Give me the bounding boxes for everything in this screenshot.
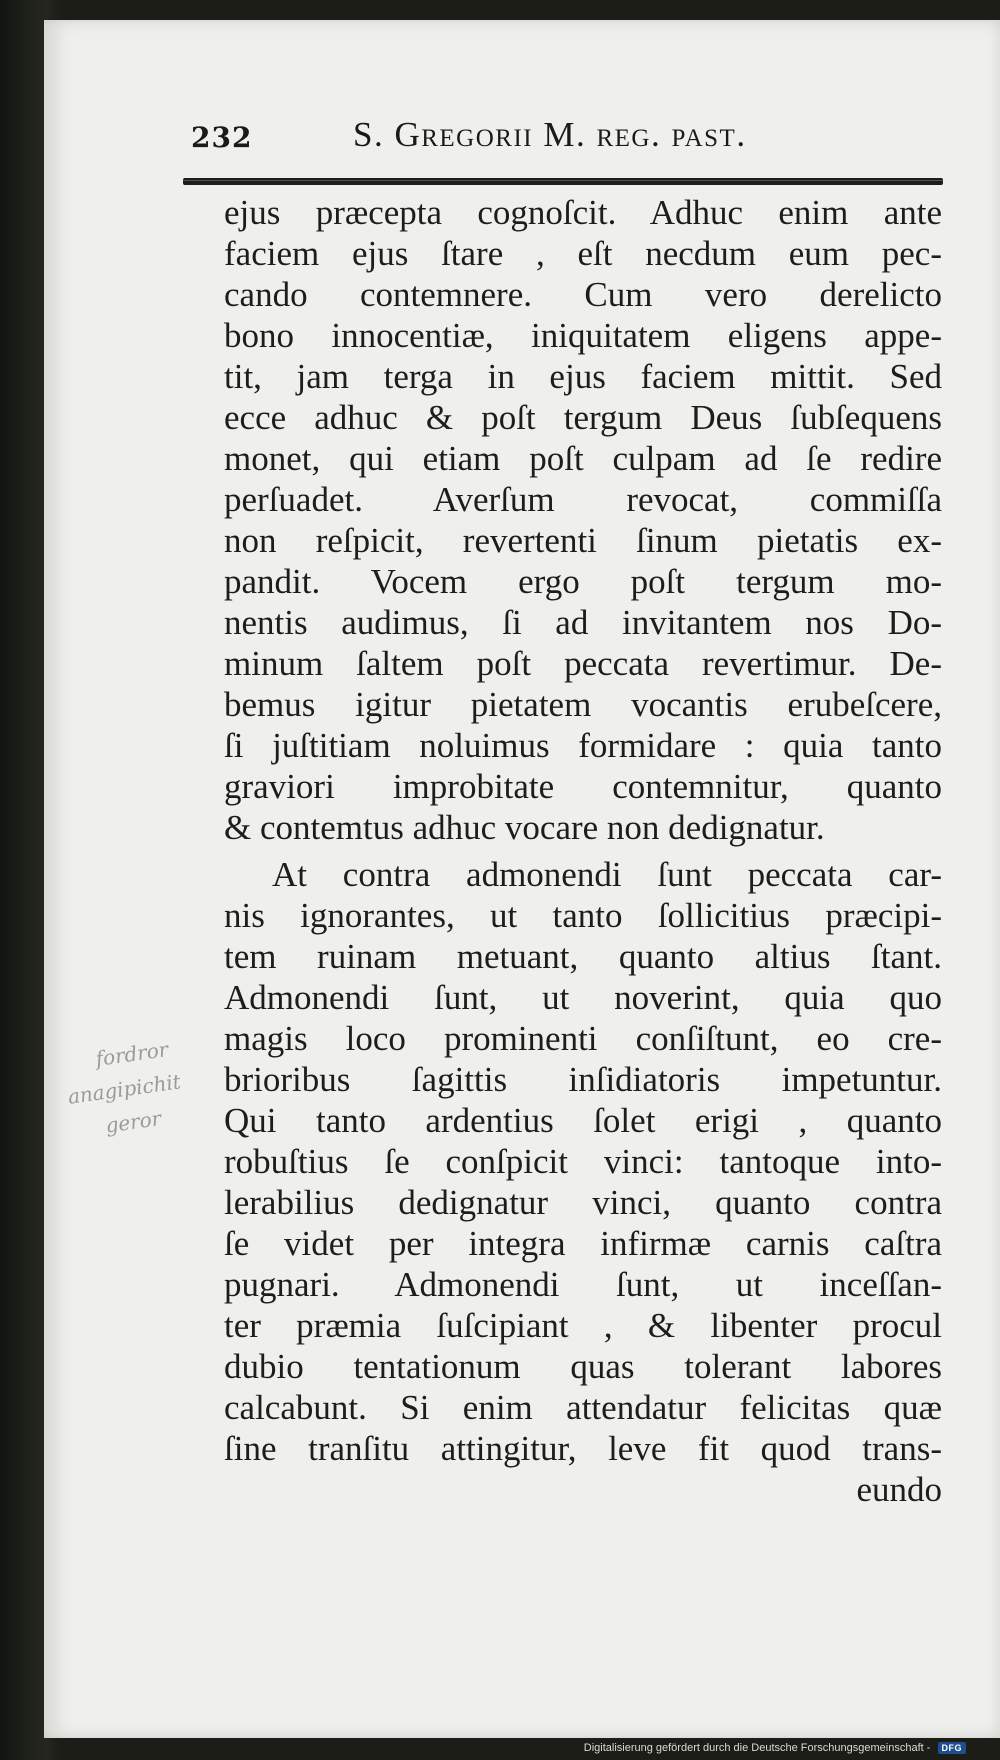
text-line: nis ignorantes, ut tanto ſollicitius præcipi- xyxy=(224,896,942,935)
header-rule xyxy=(183,178,943,185)
page-number: 232 xyxy=(191,121,253,154)
text-line: tit, jam terga in ejus faciem mittit. Sed xyxy=(224,357,942,396)
text-line: lerabilius dedignatur vinci, quanto contra xyxy=(224,1183,942,1222)
text-line: At contra admonendi ſunt peccata car- xyxy=(272,855,942,894)
text-line: brioribus ſagittis inſidiatoris impetuntur. xyxy=(224,1060,942,1099)
running-title: S. Gregorii M. reg. past. xyxy=(353,115,747,154)
credit-text: Digitalisierung gefördert durch die Deutsche Forschungsgemeinschaft - xyxy=(583,1742,931,1755)
text-line: faciem ejus ſtare , eſt necdum eum pec- xyxy=(224,234,942,273)
text-line: nentis audimus, ſi ad invitantem nos Do- xyxy=(224,603,942,642)
running-head xyxy=(183,107,943,165)
text-line: ejus præcepta cognoſcit. Adhuc enim ante xyxy=(224,193,942,232)
text-line: Admonendi ſunt, ut noverint, quia quo xyxy=(224,978,942,1017)
text-line: monet, qui etiam poſt culpam ad ſe redire xyxy=(224,439,942,478)
text-line: ecce adhuc & poſt tergum Deus ſubſequens xyxy=(224,398,942,437)
text-line: graviori improbitate contemnitur, quanto xyxy=(224,767,942,806)
text-line: dubio tentationum quas tolerant labores xyxy=(224,1347,942,1386)
text-line: calcabunt. Si enim attendatur felicitas quæ xyxy=(224,1388,942,1427)
digitization-credit xyxy=(584,1740,966,1756)
handwritten-marginalia xyxy=(66,1037,218,1170)
text-line: non reſpicit, revertenti ſinum pietatis ex- xyxy=(224,521,942,560)
text-line: bemus igitur pietatem vocantis erubeſcere, xyxy=(224,685,942,724)
text-line: minum ſaltem poſt peccata revertimur. De- xyxy=(224,644,942,683)
text-line: cando contemnere. Cum vero derelicto xyxy=(224,275,942,314)
text-line: ter præmia ſuſcipiant , & libenter procul xyxy=(224,1306,942,1345)
text-line: perſuadet. Averſum revocat, commiſſa xyxy=(224,480,942,519)
dfg-logo-icon: DFG xyxy=(938,1742,967,1754)
text-line: ſe videt per integra infirmæ carnis caſtra xyxy=(224,1224,942,1263)
text-line: ſine tranſitu attingitur, leve fit quod trans- xyxy=(224,1429,942,1468)
text-line: bono innocentiæ, iniquitatem eligens appe- xyxy=(224,316,942,355)
text-line: robuſtius ſe conſpicit vinci: tantoque into- xyxy=(224,1142,942,1181)
text-line: magis loco prominenti conſiſtunt, eo cre- xyxy=(224,1019,942,1058)
text-line: ſi juſtitiam noluimus formidare : quia tanto xyxy=(224,726,942,765)
text-line: pugnari. Admonendi ſunt, ut inceſſan- xyxy=(224,1265,942,1304)
text-line: tem ruinam metuant, quanto altius ſtant. xyxy=(224,937,942,976)
marginalia-line: geror xyxy=(103,1106,163,1138)
text-line: & contemtus adhuc vocare non dedignatur. xyxy=(224,808,825,847)
marginalia-line: anagipichit xyxy=(66,1069,183,1109)
text-line: Qui tanto ardentius ſolet erigi , quanto xyxy=(224,1101,942,1140)
body-text xyxy=(224,192,942,1510)
marginalia-line: fordror xyxy=(94,1037,170,1071)
text-line: pandit. Vocem ergo poſt tergum mo- xyxy=(224,562,942,601)
catchword: eundo xyxy=(856,1470,942,1509)
